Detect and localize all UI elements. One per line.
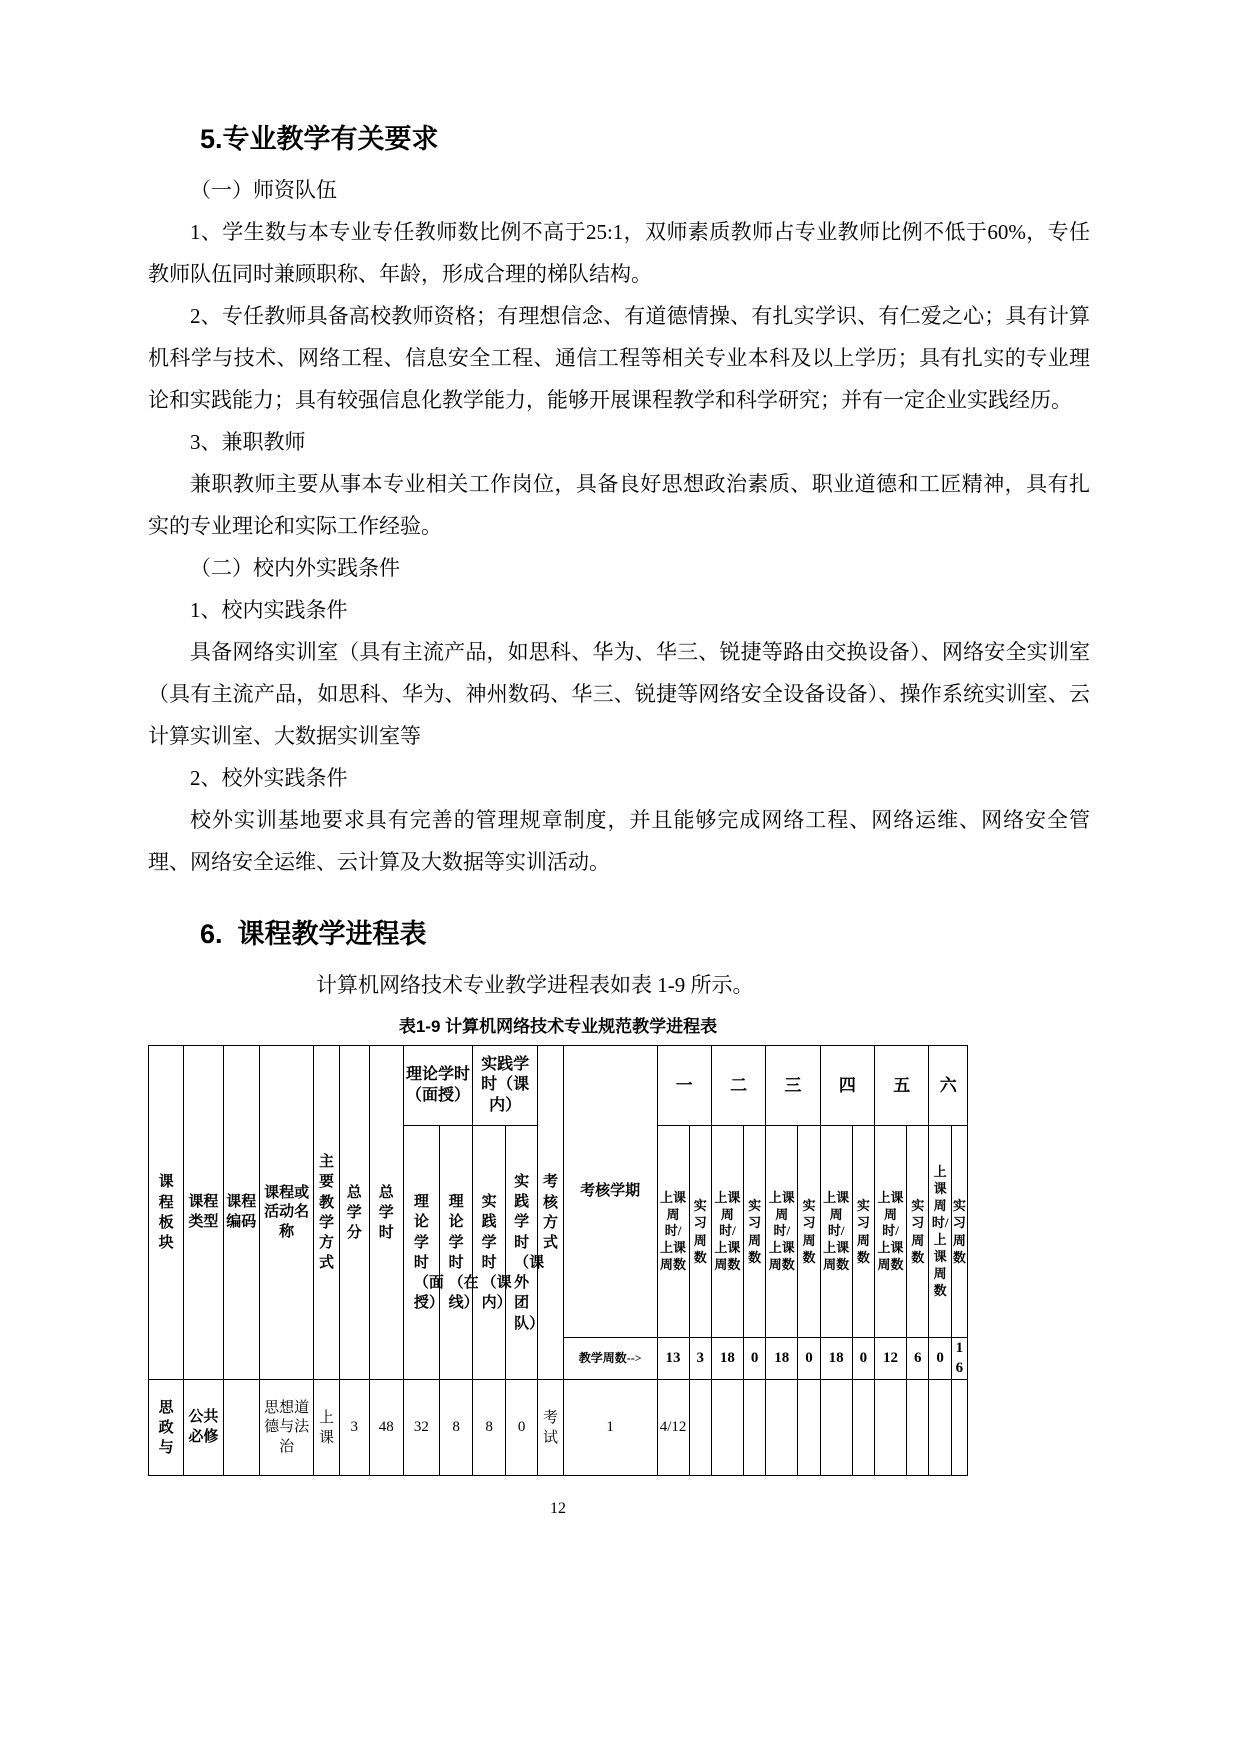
course-schedule-table (148, 1045, 968, 1476)
header-assess-method-label: 考核方式 (542, 1174, 558, 1252)
teaching-weeks-sem5-class: 12 (875, 1338, 907, 1380)
teaching-weeks-sem4-intern: 0 (852, 1338, 874, 1380)
teaching-weeks-sem1-class: 13 (657, 1338, 689, 1380)
header-sem5-intern-weeks (907, 1126, 929, 1338)
header-sem5-intern-weeks-label: 实习周数 (911, 1197, 925, 1266)
header-sem4-intern-weeks (852, 1126, 874, 1338)
cell-practice-in-class: 8 (473, 1380, 506, 1476)
header-course-block (149, 1046, 184, 1380)
cell-sem6-class (929, 1380, 951, 1476)
paragraph-teacher-team-heading: （一）师资队伍 (190, 178, 337, 203)
header-sem6-intern-weeks (951, 1126, 967, 1338)
header-theory-f2f-label: 理论学时（面授） (413, 1194, 444, 1312)
teaching-weeks-sem5-intern: 6 (907, 1338, 929, 1380)
table-caption: 表1-9 计算机网络技术专业规范教学进程表 (398, 1017, 718, 1037)
cell-total-hours: 48 (369, 1380, 403, 1476)
paragraph-oncampus-labs: 具备网络实训室（具有主流产品，如思科、华为、华三、锐捷等路由交换设备）、网络安全实训室（具有主流产品，如思科、华为、神州数码、华三、锐捷等网络安全设备设备）、操作系统实训室、云计算实训室、大数据实训室等 (148, 640, 1090, 749)
cell-teaching-method (314, 1380, 340, 1476)
header-sem2-intern-weeks (743, 1126, 765, 1338)
header-theory-online-label: 理论学时（在线） (448, 1194, 479, 1312)
section6-title: 6. 课程教学进程表 (200, 919, 427, 950)
cell-course-block-label: 思政与 (158, 1399, 174, 1456)
cell-sem4-intern (852, 1380, 874, 1476)
header-practice-in-class (473, 1126, 512, 1380)
header-sem6-intern-weeks-label: 实习周数 (952, 1197, 966, 1266)
cell-sem4-class (820, 1380, 852, 1476)
cell-theory-f2f: 32 (403, 1380, 439, 1476)
paragraph-offcampus-heading: 2、校外实践条件 (190, 766, 348, 791)
header-sem1-intern-weeks (689, 1126, 711, 1338)
header-total-hours (369, 1046, 403, 1380)
cell-sem1-class: 4/12 (657, 1380, 689, 1476)
header-practice-in-class-label: 实践学时（课内） (481, 1194, 512, 1312)
header-sem4-intern-weeks-label: 实习周数 (856, 1197, 870, 1266)
cell-sem1-intern (689, 1380, 711, 1476)
cell-sem6-intern (951, 1380, 967, 1476)
header-theory-online (440, 1126, 479, 1380)
paragraph-parttime-teachers: 兼职教师主要从事本专业相关工作岗位，具备良好思想政治素质、职业道德和工匠精神，具有扎实的专业理论和实际工作经验。 (148, 472, 1090, 539)
header-practice-team-label: 实践学时（课外团队） (514, 1173, 545, 1332)
header-semester-5: 五 (875, 1046, 929, 1126)
header-course-name: 课程或活动名称 (259, 1046, 313, 1380)
header-sem2-intern-weeks-label: 实习周数 (748, 1197, 762, 1266)
cell-sem2-intern (743, 1380, 765, 1476)
cell-sem2-class (711, 1380, 743, 1476)
cell-course-block (149, 1380, 184, 1476)
cell-practice-team: 0 (506, 1380, 538, 1476)
header-sem2-class-weeks: 上课周时/上课周数 (711, 1126, 743, 1338)
teaching-weeks-sem6-class: 0 (929, 1338, 951, 1380)
header-sem5-class-weeks: 上课周时/上课周数 (875, 1126, 907, 1338)
cell-sem3-intern (798, 1380, 820, 1476)
teaching-weeks-sem1-intern: 3 (689, 1338, 711, 1380)
header-course-type: 课程类型 (184, 1046, 223, 1380)
header-sem3-intern-weeks (798, 1126, 820, 1338)
table-intro: 计算机网络技术专业教学进程表如表 1-9 所示。 (316, 973, 754, 998)
cell-sem5-class (875, 1380, 907, 1476)
paragraph-offcampus-bases: 校外实训基地要求具有完善的管理规章制度，并且能够完成网络工程、网络运维、网络安全管理、网络安全运维、云计算及大数据等实训活动。 (148, 808, 1090, 875)
header-semester-2: 二 (711, 1046, 765, 1126)
cell-teaching-method-label: 上课 (319, 1409, 335, 1446)
section5-title: 5.专业教学有关要求 (200, 124, 439, 154)
teaching-weeks-sem4-class: 18 (820, 1338, 852, 1380)
header-course-code: 课程编码 (223, 1046, 259, 1380)
header-sem3-class-weeks: 上课周时/上课周数 (766, 1126, 798, 1338)
cell-course-code (223, 1380, 259, 1476)
cell-assess-method-label: 考试 (542, 1409, 558, 1446)
header-course-block-label: 课程板块 (158, 1174, 174, 1252)
header-total-hours-label: 总学时 (378, 1184, 394, 1241)
header-semester-4: 四 (820, 1046, 874, 1126)
cell-total-credits: 3 (339, 1380, 369, 1476)
cell-course-type: 公共必修 (184, 1380, 223, 1476)
cell-assess-method (538, 1380, 564, 1476)
header-sem1-intern-weeks-label: 实习周数 (693, 1197, 707, 1266)
paragraph-fulltime-teachers: 2、专任教师具备高校教师资格；有理想信念、有道德情操、有扎实学识、有仁爱之心；具有计算机科学与技术、网络工程、信息安全工程、通信工程等相关专业本科及以上学历；具有扎实的专业理论和实践能力；具有较强信息化教学能力，能够开展课程教学和科学研究；并有一定企业实践经历。 (148, 304, 1090, 413)
cell-theory-online: 8 (440, 1380, 473, 1476)
schedule-table-wrap (148, 1012, 968, 1476)
header-practice-team (506, 1126, 545, 1380)
header-sem1-class-weeks: 上课周时/上课周数 (657, 1126, 689, 1338)
cell-course-name: 思想道德与法治 (259, 1380, 313, 1476)
header-sem6-class-weeks: 上课周时/上课周数 (929, 1126, 951, 1338)
header-theory-f2f (403, 1126, 444, 1380)
header-teaching-method (314, 1046, 340, 1380)
page-number: 12 (550, 1500, 566, 1518)
header-group-theory-hours: 理论学时（面授） (403, 1046, 472, 1126)
teaching-weeks-sem2-class: 18 (711, 1338, 743, 1380)
paragraph-teacher-ratio: 1、学生数与本专业专任教师数比例不高于25:1，双师素质教师占专业教师比例不低于60%，专任教师队伍同时兼顾职称、年龄，形成合理的梯队结构。 (148, 220, 1090, 287)
header-sem3-intern-weeks-label: 实习周数 (802, 1197, 816, 1266)
header-semester-1: 一 (657, 1046, 711, 1126)
header-total-credits-label: 总学分 (346, 1184, 362, 1241)
teaching-weeks-sem2-intern: 0 (743, 1338, 765, 1380)
teaching-weeks-sem6-intern: 16 (951, 1338, 967, 1380)
header-semester-6: 六 (929, 1046, 968, 1126)
paragraph-parttime-heading: 3、兼职教师 (190, 430, 306, 455)
cell-sem3-class (766, 1380, 798, 1476)
teaching-weeks-sem3-class: 18 (766, 1338, 798, 1380)
teaching-weeks-sem3-intern: 0 (798, 1338, 820, 1380)
cell-assess-term: 1 (563, 1380, 657, 1476)
header-group-practice-hours: 实践学时（课内） (473, 1046, 538, 1126)
header-sem4-class-weeks: 上课周时/上课周数 (820, 1126, 852, 1338)
cell-sem5-intern (907, 1380, 929, 1476)
header-teaching-method-label: 主要教学方式 (319, 1154, 335, 1272)
paragraph-practice-conditions-heading: （二）校内外实践条件 (190, 556, 400, 581)
teaching-weeks-label: 教学周数--> (563, 1338, 657, 1380)
header-total-credits (339, 1046, 369, 1380)
paragraph-oncampus-heading: 1、校内实践条件 (190, 598, 348, 623)
header-assess-term: 考核学期 (563, 1046, 657, 1338)
header-semester-3: 三 (766, 1046, 820, 1126)
